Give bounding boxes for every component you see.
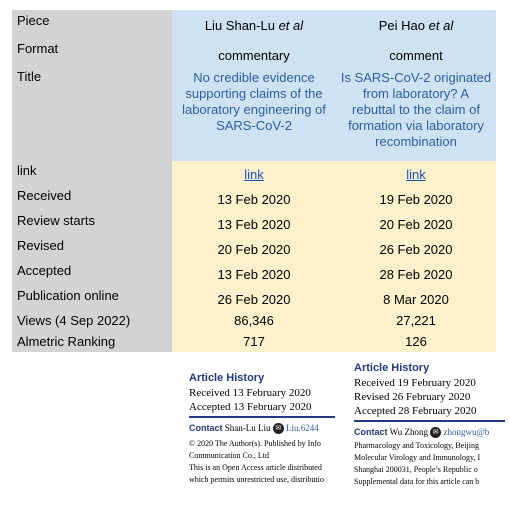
received-col2: 19 Feb 2020 xyxy=(336,186,496,211)
label-received: Received xyxy=(12,186,172,211)
history-received: Received 13 February 2020 xyxy=(189,387,311,399)
history-accepted: Accepted 28 February 2020 xyxy=(354,405,477,417)
row-piece xyxy=(12,10,496,38)
history-accepted: Accepted 13 February 2020 xyxy=(189,401,312,413)
row-link xyxy=(12,161,496,186)
contact-line xyxy=(354,427,505,438)
article-history-pei xyxy=(354,362,505,488)
link-col2 xyxy=(336,161,496,186)
label-format: Format xyxy=(12,38,172,66)
copyright-line: © 2020 The Author(s). Published by Info xyxy=(189,439,321,449)
row-accepted xyxy=(12,261,496,286)
contact-label: Contact xyxy=(189,423,223,433)
link-col1 xyxy=(172,161,336,186)
label-publication-online: Publication online xyxy=(12,286,172,310)
affiliation-line-2: Molecular Virology and Immunology, I xyxy=(354,453,481,463)
license-line-2: which permits unrestricted use, distributio xyxy=(189,475,324,485)
article-history-heading: Article History xyxy=(354,362,430,374)
contact-line xyxy=(189,423,335,434)
row-views xyxy=(12,310,496,331)
review-col1: 13 Feb 2020 xyxy=(172,211,336,236)
accepted-col2: 28 Feb 2020 xyxy=(336,261,496,286)
comparison-table xyxy=(12,10,496,352)
pub-col1: 26 Feb 2020 xyxy=(172,286,336,310)
altmetric-col1: 717 xyxy=(172,331,336,352)
row-title xyxy=(12,66,496,161)
row-publication-online xyxy=(12,286,496,310)
label-link: link xyxy=(12,161,172,186)
row-format xyxy=(12,38,496,66)
row-review-starts xyxy=(12,211,496,236)
contact-name: Wu Zhong xyxy=(389,427,428,437)
label-accepted: Accepted xyxy=(12,261,172,286)
email-icon: ✉ xyxy=(273,423,284,434)
affiliation-line-3: Shanghai 200031, People’s Republic o xyxy=(354,465,478,475)
row-revised xyxy=(12,236,496,261)
views-col2: 27,221 xyxy=(336,310,496,331)
title-col1: No credible evidence supporting claims of the laboratory engineering of SARS-CoV-2 xyxy=(172,66,336,161)
license-line-1: This is an Open Access article distributed xyxy=(189,463,322,473)
publisher-line: Communication Co., Ltd xyxy=(189,451,269,461)
format-col2: comment xyxy=(336,38,496,66)
label-views: Views (4 Sep 2022) xyxy=(12,310,172,331)
email-icon: ✉ xyxy=(430,427,441,438)
history-received: Received 19 February 2020 xyxy=(354,377,476,389)
review-col2: 20 Feb 2020 xyxy=(336,211,496,236)
label-revised: Revised xyxy=(12,236,172,261)
label-piece: Piece xyxy=(12,10,172,38)
paper-link-2[interactable]: link xyxy=(406,167,426,182)
article-history-heading: Article History xyxy=(189,372,265,384)
piece-col1: Liu Shan-Lu et al xyxy=(172,10,336,38)
altmetric-col2: 126 xyxy=(336,331,496,352)
label-title: Title xyxy=(12,66,172,161)
views-col1: 86,346 xyxy=(172,310,336,331)
accepted-col1: 13 Feb 2020 xyxy=(172,261,336,286)
supplemental-line: Supplemental data for this article can b xyxy=(354,477,480,487)
received-col1: 13 Feb 2020 xyxy=(172,186,336,211)
pub-col2: 8 Mar 2020 xyxy=(336,286,496,310)
contact-label: Contact xyxy=(354,427,388,437)
divider xyxy=(354,420,505,422)
row-altmetric xyxy=(12,331,496,352)
contact-name: Shan-Lu Liu xyxy=(224,423,271,433)
revised-col1: 20 Feb 2020 xyxy=(172,236,336,261)
row-received xyxy=(12,186,496,211)
article-history-liu xyxy=(189,372,335,486)
history-revised: Revised 26 February 2020 xyxy=(354,391,471,403)
revised-col2: 26 Feb 2020 xyxy=(336,236,496,261)
contact-email[interactable]: zhongwu@b xyxy=(443,427,490,437)
label-review-starts: Review starts xyxy=(12,211,172,236)
contact-email[interactable]: Liu.6244 xyxy=(286,423,319,433)
format-col1: commentary xyxy=(172,38,336,66)
affiliation-line-1: Pharmacology and Toxicology, Beijing xyxy=(354,441,479,451)
piece-col2: Pei Hao et al xyxy=(336,10,496,38)
title-col2: Is SARS-CoV-2 originated from laboratory? A rebuttal to the claim of formation via laboratory recombination xyxy=(336,66,496,161)
paper-link-1[interactable]: link xyxy=(244,167,264,182)
divider xyxy=(189,416,335,418)
label-altmetric: Almetric Ranking xyxy=(12,331,172,352)
